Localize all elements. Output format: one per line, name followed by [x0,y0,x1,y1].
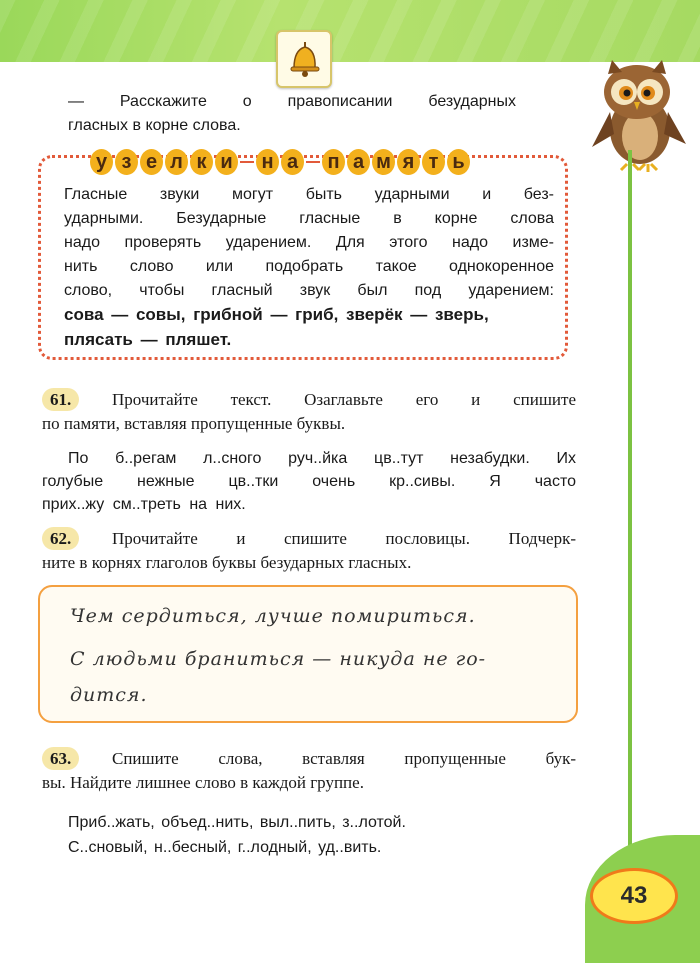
bell-icon [278,32,330,86]
exercise-61-task-line-1: Прочитайте текст. Озаглавьте его и спишите [112,390,576,409]
memo-examples-line-2: плясать — пляшет. [64,330,232,349]
exercise-62-task-line-2: ните в корнях глаголов буквы безударных гласных. [42,553,412,572]
memo-line-1: Гласные звуки могут быть ударными и без- [64,186,554,203]
memo-title-letter: к [190,149,213,175]
margin-line [628,150,632,862]
memo-title-letter: л [165,149,188,175]
proverb-2-line-2: дится. [70,684,148,706]
memo-examples-line-1: сова — совы, грибной — гриб, зверёк — зверь, [64,305,489,324]
exercise-63-group-2: С..сновый, н..бесный, г..лодный, уд..вить. [68,839,382,856]
proverb-2-line-1: С людьми браниться — никуда не го- [70,648,487,670]
memo-title-divider [240,161,254,163]
intro-line-1: — Расскажите о правописании безударных [68,93,516,110]
memo-title-divider [306,161,320,163]
memo-title-letter: а [347,149,370,175]
memo-line-5: слово, чтобы гласный звук был под ударением: [64,282,554,299]
exercise-62-task-line-1: Прочитайте и спишите пословицы. Подчерк- [112,529,576,548]
memo-line-4: нить слово или подобрать такое однокоренное [64,258,554,275]
memo-title-letter: е [140,149,163,175]
exercise-61-text-line-1: По б..регам л..сного руч..йка цв..тут незабудки. Их [68,450,576,467]
memo-title-letter: у [90,149,113,175]
memo-title-letter: т [422,149,445,175]
memo-title-letter: и [215,149,238,175]
exercise-63-task-line-2: вы. Найдите лишнее слово в каждой группе. [42,773,364,792]
exercise-61-number: 61. [42,388,79,411]
owl-mascot-icon [582,52,692,174]
memo-title-word [90,149,238,175]
memo-title-letter: я [397,149,420,175]
memo-line-2: ударными. Безударные гласные в корне слова [64,210,554,227]
intro-line-2: гласных в корне слова. [68,117,241,134]
exercise-61-text-line-3: прих..жу см..треть на них. [42,496,246,513]
memo-title-letter: п [322,149,345,175]
exercise-63-group-1: Приб..жать, объед..нить, выл..пить, з..лотой. [68,814,406,831]
bell-icon-box [276,30,332,88]
exercise-63-number: 63. [42,747,79,770]
page-number: 43 [590,868,678,924]
exercise-62-number: 62. [42,527,79,550]
memo-title-letter: м [372,149,395,175]
memo-title [90,148,470,176]
memo-line-3: надо проверять ударением. Для этого надо изме- [64,234,554,251]
memo-title-word [322,149,470,175]
memo-title-word [256,149,304,175]
memo-title-letter: з [115,149,138,175]
memo-title-letter: ь [447,149,470,175]
exercise-63-task-line-1: Спишите слова, вставляя пропущенные бук- [112,749,576,768]
exercise-61-task-line-2: по памяти, вставляя пропущенные буквы. [42,414,346,433]
memo-title-letter: н [256,149,279,175]
exercise-61-text-line-2: голубые нежные цв..тки очень кр..сивы. Я часто [42,473,576,490]
proverb-1: Чем сердиться, лучше помириться. [70,605,476,627]
memo-title-letter: а [281,149,304,175]
